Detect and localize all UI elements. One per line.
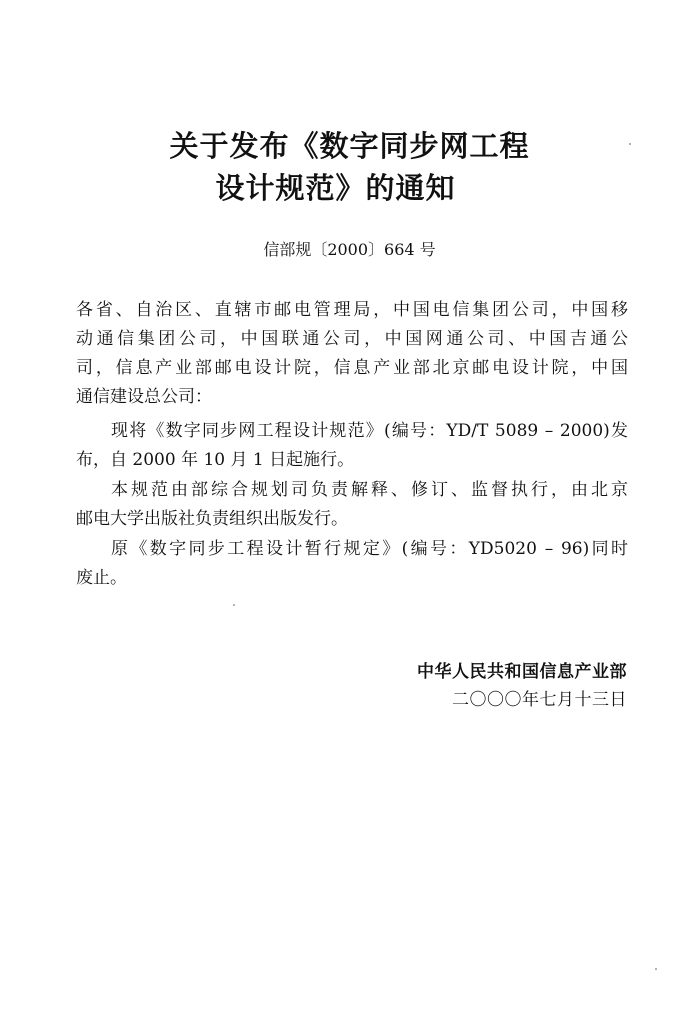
scan-speck [629, 143, 631, 145]
text-line: 邮电大学出版社负责组织出版发行。 [76, 509, 348, 529]
responsibility-paragraph [76, 476, 628, 534]
text-line: 原《数字同步工程设计暂行规定》(编号：YD5020 – 96)同时 [111, 539, 628, 559]
abolition-paragraph [76, 535, 628, 593]
issue-date: 二〇〇〇年七月十三日 [452, 690, 627, 710]
scan-speck [655, 968, 657, 970]
issuing-organization: 中华人民共和国信息产业部 [417, 662, 627, 682]
text-line: 现将《数字同步网工程设计规范》(编号：YD/T 5089 – 2000)发 [111, 421, 628, 441]
text-line: 司，信息产业部邮电设计院，信息产业部北京邮电设计院，中国 [76, 358, 628, 378]
text-line: 通信建设总公司： [76, 387, 212, 407]
scan-speck [233, 604, 235, 606]
publication-paragraph [76, 417, 628, 475]
text-line: 各省、自治区、直辖市邮电管理局，中国电信集团公司，中国移 [76, 300, 628, 320]
title-line-2: 设计规范》的通知 [215, 171, 456, 205]
addressees-paragraph [76, 296, 628, 412]
document-number: 信部规〔2000〕664 号 [263, 240, 436, 259]
title-line-1: 关于发布《数字同步网工程 [169, 129, 530, 163]
text-line: 动通信集团公司，中国联通公司，中国网通公司、中国吉通公 [76, 329, 628, 349]
text-line: 废止。 [76, 568, 127, 588]
text-line: 本规范由部综合规划司负责解释、修订、监督执行，由北京 [111, 480, 628, 500]
text-line: 布，自 2000 年 10 月 1 日起施行。 [76, 450, 355, 470]
